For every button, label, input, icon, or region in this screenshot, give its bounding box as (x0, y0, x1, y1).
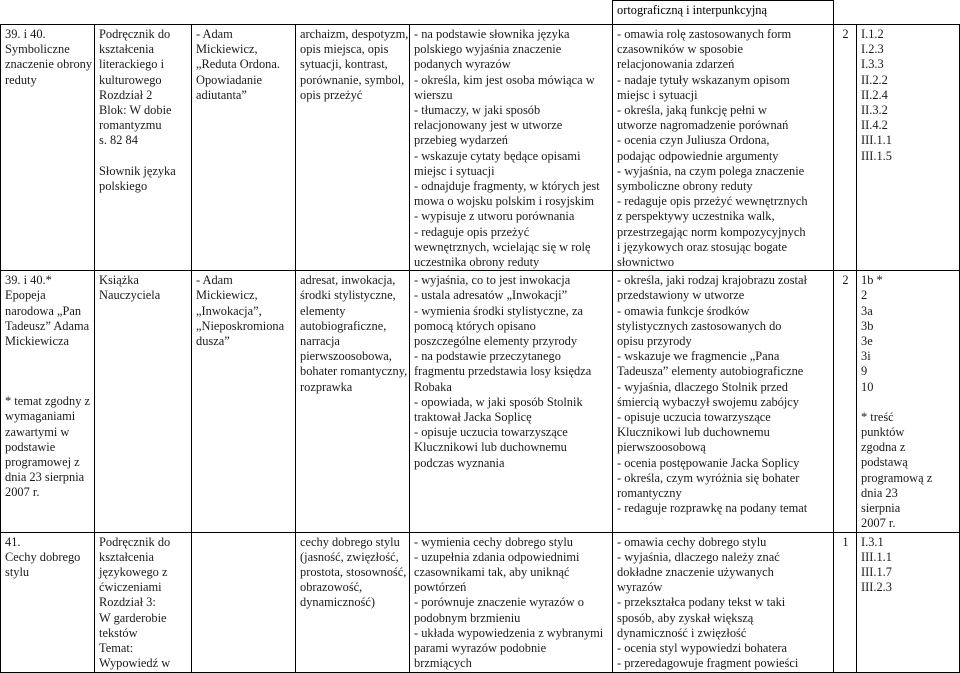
cell-line: sytuacji, kontrast, (300, 57, 388, 72)
cell-line: punktów (861, 425, 905, 440)
basic-requirements-cell (410, 25, 613, 271)
cell-line: dusza” (196, 334, 230, 349)
cell-line: mowa o wojsku polskim i rosyjskim (414, 194, 595, 209)
cell-line: zawartymi w (5, 424, 70, 439)
cell-line: autobiograficzne, (300, 318, 387, 333)
cell-line: Rozdział 2 (99, 87, 153, 102)
cell-line: podobnym brzmieniu (414, 610, 521, 625)
cell-line: W garderobie (99, 610, 167, 625)
cell-line: - ocenia styl wypowiedzi bohatera (617, 640, 787, 655)
curriculum-codes-cell (857, 532, 960, 672)
cell-line: - wyjaśnia, na czym polega znaczenie (617, 163, 805, 178)
cell-line: z perspektywy uczestnika walk, (617, 209, 775, 224)
cell-line: I.3.3 (861, 57, 884, 72)
cell-line: środki stylistyczne, (300, 288, 396, 303)
cell-line: programową z (861, 470, 933, 485)
curriculum-codes-cell (857, 271, 960, 532)
cell-line: Epopeja (5, 288, 46, 303)
cell-line: śmiercią wybaczył swojemu zabójcy (617, 394, 800, 409)
cell-line: 10 (861, 379, 874, 394)
hours-cell (834, 25, 857, 271)
cell-line: „Nieposkromiona (196, 318, 285, 333)
cell-line: romantyzmu (99, 118, 162, 133)
texts-cell (192, 25, 296, 271)
extended-requirements-cell (613, 532, 834, 672)
cell-line: przestrzegając norm kompozycyjnych (617, 224, 806, 239)
cell-line: podając odpowiednie argumenty (617, 148, 779, 163)
cell-line: elementy (300, 303, 346, 318)
basic-requirements-cell (410, 271, 613, 532)
cell-line: miejsc i sytuacji (414, 163, 495, 178)
cell-line: II.3.2 (861, 103, 888, 118)
cell-line: stylu (5, 564, 30, 579)
cell-line: pomocą których opisano (414, 318, 536, 333)
cell-line: - wyjaśnia, co to jest inwokacja (414, 273, 571, 288)
cell-line: III.1.1 (861, 549, 892, 564)
cell-line: - odnajduje fragmenty, w których jest (414, 179, 600, 194)
cell-line: I.2.3 (861, 42, 884, 57)
cell-line: opis miejsca, opis (300, 42, 389, 57)
cell-line: Nauczyciela (99, 288, 161, 303)
cell-line: podanych wyrazów (414, 57, 511, 72)
header-right-text: ortograficzną i interpunkcyjną (617, 3, 768, 17)
cell-line: stylistycznych zastosowanych do (617, 318, 782, 333)
cell-line: - wyjaśnia, dlaczego Stolnik przed (617, 379, 789, 394)
cell-line: dynamiczność) (300, 595, 376, 610)
cell-line: opis przeżyć (300, 87, 363, 102)
cell-line: - ustala adresatów „Inwokacji” (414, 288, 568, 303)
cell-line (861, 395, 956, 410)
cell-line: - układa wypowiedzenia z wybranymi (414, 625, 604, 640)
cell-line: Mickiewicza (5, 334, 69, 349)
cell-line: kształcenia (99, 42, 155, 57)
topic-cell (1, 271, 95, 532)
cell-line: reduty (5, 72, 37, 87)
cell-line: „Reduta Ordona. (196, 57, 280, 72)
cell-line: kulturowego (99, 72, 162, 87)
cell-line: parami wyrazów podobnie (414, 640, 547, 655)
cell-line: II.4.2 (861, 118, 888, 133)
hours-value: 2 (842, 27, 849, 41)
cell-line: - redaguje rozprawkę na podany temat (617, 501, 808, 516)
cell-line: III.2.3 (861, 580, 892, 595)
cell-line: - opisuje uczucia towarzyszące (617, 410, 771, 425)
cell-line: - na podstawie słownika języka (414, 27, 570, 41)
cell-line: Słownik języka (99, 163, 176, 178)
cell-line: - omawia rolę zastosowanych form (617, 27, 792, 41)
cell-line: 39. i 40.* (5, 273, 52, 288)
cell-line: podstawą (861, 455, 908, 470)
cell-line: porównanie, symbol, (300, 72, 405, 87)
cell-line: Robaka (414, 379, 452, 394)
cell-line: - określa, jaką funkcję pełni w (617, 103, 768, 118)
cell-line: (jasność, zwięzłość, (300, 549, 399, 564)
cell-line: językowego z (99, 564, 168, 579)
cell-line: cechy dobrego stylu (300, 534, 400, 549)
cell-line: rozprawka (300, 379, 353, 394)
cell-line: miejsc i sytuacji (617, 87, 698, 102)
cell-line: brzmiących (414, 656, 472, 671)
concepts-cell (296, 25, 410, 271)
cell-line: III.1.7 (861, 564, 892, 579)
cell-line: utworze nagromadzenie porównań (617, 118, 789, 133)
cell-line: - wypisuje z utworu porównania (414, 209, 575, 224)
cell-line: sierpnia (861, 501, 901, 516)
cell-line: Tadeusz” Adama (5, 318, 90, 333)
cell-line: dnia 23 sierpnia (5, 470, 85, 485)
cell-line: - określa, czym wyróżnia się bohater (617, 470, 800, 485)
cell-line: uczestnika obrony reduty (414, 255, 540, 270)
cell-line: narracja (300, 334, 340, 349)
cell-line: fragmentu przedstawia losy księdza (414, 364, 592, 379)
cell-line: - określa, jaki rodzaj krajobrazu został (617, 273, 807, 288)
hours-cell (834, 532, 857, 672)
cell-line: Tadeusza” elementy autobiograficzne (617, 364, 804, 379)
cell-line: Wypowiedź w (99, 656, 171, 671)
cell-line: - tłumaczy, w jaki sposób (414, 103, 541, 118)
cell-line: - redaguje opis przeżyć (414, 224, 530, 239)
cell-line: Blok: W dobie (99, 103, 172, 118)
basic-requirements-cell (410, 532, 613, 672)
cell-line: - uzupełnia zdania odpowiednimi (414, 549, 580, 564)
cell-line: - wskazuje we fragmencie „Pana (617, 349, 780, 364)
cell-line: polskiego wyjaśnia znaczenie (414, 42, 562, 57)
cell-line: * treść (861, 409, 894, 424)
hours-value: 2 (842, 273, 849, 288)
cell-line: romantyczny (617, 486, 682, 501)
cell-line: Mickiewicz, (196, 42, 258, 57)
extended-requirements-cell (613, 25, 834, 271)
cell-line (5, 349, 91, 364)
cell-line: poszczególne elementy przyrody (414, 334, 578, 349)
cell-line: - opowiada, w jaki sposób Stolnik (414, 394, 583, 409)
cell-line: Temat: (99, 640, 134, 655)
cell-line: Mickiewicz, (196, 288, 258, 303)
cell-line: - nadaje tytuły wskazanym opisom (617, 72, 790, 87)
table-row (1, 271, 960, 532)
cell-line: Symboliczne (5, 42, 70, 57)
cell-line: 1b * (861, 273, 883, 288)
cell-line: adiutanta” (196, 87, 247, 102)
cell-line: II.2.2 (861, 72, 888, 87)
cell-line: - ocenia czyn Juliusza Ordona, (617, 133, 770, 148)
cell-line: s. 82 84 (99, 133, 138, 148)
cell-line: dynamiczność i zwięzłość (617, 625, 747, 640)
cell-line: Książka (99, 273, 139, 288)
cell-line: 3i (861, 349, 871, 364)
cell-line: polskiego (99, 178, 148, 193)
cell-line: pierwszoosobowa, (300, 349, 392, 364)
cell-line (5, 379, 91, 394)
cell-line: - przekształca podany tekst w taki (617, 595, 786, 610)
cell-line: 39. i 40. (5, 27, 46, 41)
cell-line: - wymienia środki stylistyczne, za (414, 303, 583, 318)
cell-line: - wskazuje cytaty będące opisami (414, 148, 581, 163)
cell-line: Podręcznik do (99, 27, 171, 41)
materials-cell (95, 25, 192, 271)
cell-line: traktował Jacka Soplicę (414, 410, 532, 425)
cell-line: „Inwokacja”, (196, 303, 262, 318)
cell-line: obrazowość, (300, 580, 363, 595)
cell-line: czasowników w sposobie (617, 42, 743, 57)
cell-line: - ocenia postępowanie Jacka Soplicy (617, 455, 800, 470)
cell-line: - opisuje uczucia towarzyszące (414, 425, 568, 440)
cell-line: II.2.4 (861, 87, 888, 102)
cell-line: 3a (861, 303, 873, 318)
cell-line: sposób, aby zyskał większą (617, 610, 754, 625)
texts-cell (192, 271, 296, 532)
cell-line: wewnętrznych, wcielając się w rolę (414, 239, 591, 254)
topic-cell (1, 532, 95, 672)
cell-line: powtórzeń (414, 580, 467, 595)
cell-line: Rozdział 3: (99, 595, 156, 610)
cell-line: przebieg wydarzeń (414, 133, 508, 148)
cell-line: pierwszoosobową (617, 440, 706, 455)
cell-line: tekstów (99, 625, 138, 640)
cell-line: - porównuje znaczenie wyrazów o (414, 595, 584, 610)
cell-line: - omawia cechy dobrego stylu (617, 534, 767, 549)
cell-line: dnia 23 (861, 485, 898, 500)
cell-line: wyrazów (617, 580, 663, 595)
cell-line (5, 364, 91, 379)
cell-line: Cechy dobrego (5, 549, 81, 564)
table-row (1, 532, 960, 672)
cell-line: * temat zgodny z (5, 394, 90, 409)
cell-line: Klucznikowi lub duchownemu (617, 425, 770, 440)
concepts-cell (296, 271, 410, 532)
cell-line: Podręcznik do (99, 534, 171, 549)
cell-line: Opowiadanie (196, 72, 263, 87)
concepts-cell (296, 532, 410, 672)
continuation-header-row (1, 1, 960, 25)
cell-line: zgodna z (861, 440, 906, 455)
cell-line: III.1.1 (861, 133, 892, 148)
topic-cell (1, 25, 95, 271)
cell-line: III.1.5 (861, 148, 892, 163)
cell-line: i językowych oraz stosując bogate (617, 239, 787, 254)
cell-line: prostota, stosowność, (300, 564, 407, 579)
cell-line: podczas wyznania (414, 455, 505, 470)
cell-line: przedstawiony w utworze (617, 288, 745, 303)
cell-line: opisu przyrody (617, 334, 692, 349)
cell-line: - wymienia cechy dobrego stylu (414, 534, 573, 549)
cell-line: dokładne znaczenie używanych (617, 564, 774, 579)
extended-requirements-cell (613, 271, 834, 532)
cell-line: - Adam (196, 273, 233, 288)
materials-cell (95, 271, 192, 532)
cell-line: programowej z (5, 455, 80, 470)
cell-line: wymaganiami (5, 409, 76, 424)
cell-line: - omawia funkcje środków (617, 303, 750, 318)
cell-line: - przeredagowuje fragment powieści (617, 656, 799, 671)
cell-line (99, 149, 188, 164)
header-right-cell (613, 1, 834, 25)
cell-line: 41. (5, 534, 21, 549)
cell-line: relacjonowany jest w utworze (414, 118, 563, 133)
cell-line: symboliczne obrony reduty (617, 179, 753, 194)
cell-line: ćwiczeniami (99, 580, 162, 595)
cell-line: wierszu (414, 87, 453, 102)
texts-cell (192, 532, 296, 672)
cell-line: czasownikami tak, aby uniknąć (414, 564, 570, 579)
cell-line: Klucznikowi lub duchownemu (414, 440, 567, 455)
cell-line: 3e (861, 334, 873, 349)
hours-cell (834, 271, 857, 532)
cell-line: słownictwo (617, 255, 675, 270)
cell-line: - wyjaśnia, dlaczego należy znać (617, 549, 780, 564)
cell-line: 2007 r. (861, 516, 896, 531)
cell-line: 2 (861, 288, 868, 303)
cell-line: znaczenie obrony (5, 57, 93, 72)
cell-line: - określa, kim jest osoba mówiąca w (414, 72, 595, 87)
cell-line: literackiego i (99, 57, 165, 72)
cell-line: - na podstawie przeczytanego (414, 349, 561, 364)
cell-line: 3b (861, 318, 874, 333)
cell-line: I.3.1 (861, 534, 884, 549)
cell-line: podstawie (5, 439, 56, 454)
cell-line: I.1.2 (861, 27, 884, 41)
cell-line: 2007 r. (5, 485, 40, 500)
curriculum-codes-cell (857, 25, 960, 271)
cell-line: narodowa „Pan (5, 303, 82, 318)
materials-cell (95, 532, 192, 672)
cell-line: adresat, inwokacja, (300, 273, 396, 288)
hours-value: 1 (842, 534, 849, 549)
cell-line: kształcenia (99, 549, 155, 564)
table-row (1, 25, 960, 271)
cell-line: archaizm, despotyzm, (300, 27, 409, 41)
cell-line: - redaguje opis przeżyć wewnętrznych (617, 194, 808, 209)
cell-line: - Adam (196, 27, 233, 41)
cell-line: relacjonowania zdarzeń (617, 57, 735, 72)
cell-line: bohater romantyczny, (300, 364, 408, 379)
cell-line: 9 (861, 364, 868, 379)
